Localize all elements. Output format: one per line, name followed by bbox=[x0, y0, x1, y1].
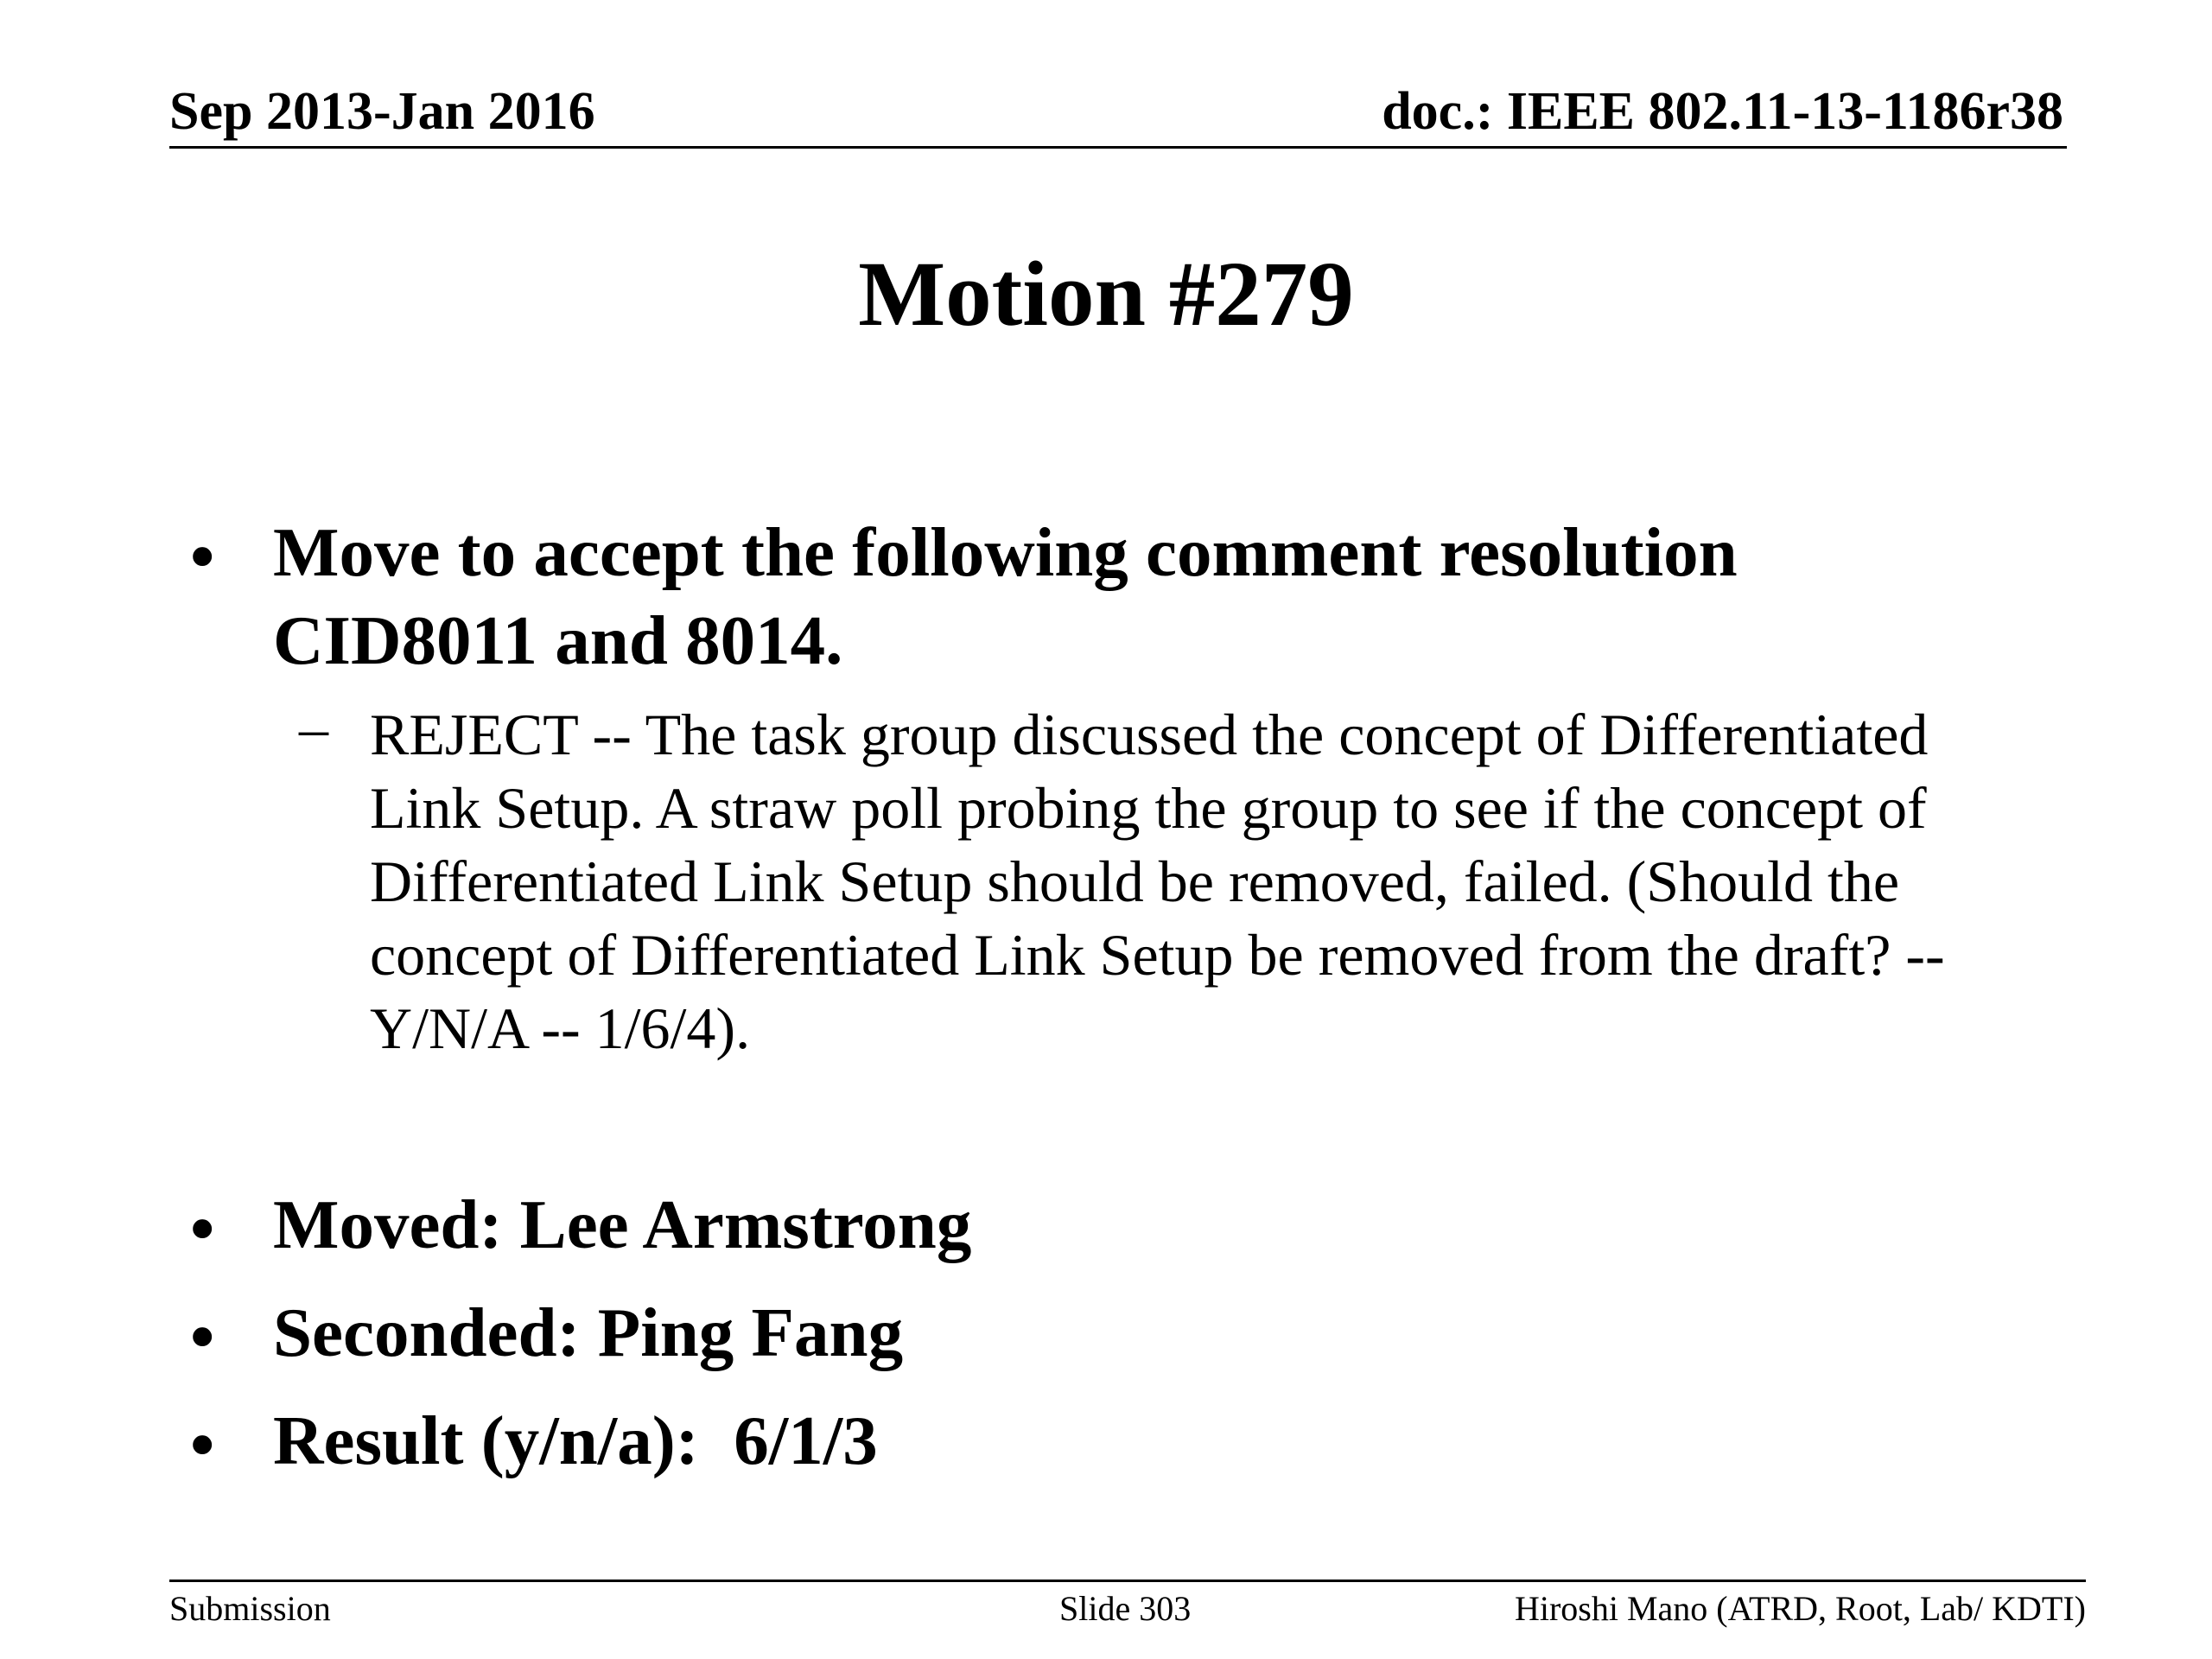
motion-text bbox=[273, 508, 1738, 684]
footer-author: Hiroshi Mano (ATRD, Root, Lab/ KDTI) bbox=[1514, 1589, 2086, 1628]
seconded-by: Seconded: Ping Fang bbox=[273, 1294, 904, 1371]
slide-title: Motion #279 bbox=[858, 244, 1354, 346]
moved-by: Moved: Lee Armstrong bbox=[273, 1185, 972, 1263]
resolution-text bbox=[370, 698, 2063, 1065]
resolution-line: Differentiated Link Setup should be removed, failed. (Should the bbox=[370, 849, 1900, 914]
bullet-dot-icon: • bbox=[190, 1406, 215, 1484]
bullet-dot-icon: • bbox=[190, 518, 215, 595]
resolution-line: Y/N/A -- 1/6/4). bbox=[370, 995, 751, 1061]
header-divider bbox=[169, 146, 2067, 149]
motion-line-1: Move to accept the following comment resolution bbox=[273, 513, 1738, 591]
footer-divider bbox=[169, 1580, 2086, 1582]
dash-icon: – bbox=[299, 695, 328, 760]
resolution-line: REJECT -- The task group discussed the concept of Differentiated bbox=[370, 702, 1929, 767]
bullet-dot-icon: • bbox=[190, 1298, 215, 1376]
bullet-dot-icon: • bbox=[190, 1190, 215, 1268]
vote-result: Result (y/n/a): 6/1/3 bbox=[273, 1402, 878, 1479]
motion-line-2: CID8011 and 8014. bbox=[273, 601, 843, 679]
header-date-range: Sep 2013-Jan 2016 bbox=[169, 82, 595, 141]
resolution-line: concept of Differentiated Link Setup be removed from the draft? -- bbox=[370, 922, 1945, 988]
footer-slide-number: Slide 303 bbox=[1059, 1589, 1192, 1628]
footer-submission: Submission bbox=[169, 1589, 331, 1628]
header-doc-id: doc.: IEEE 802.11-13-1186r38 bbox=[1382, 82, 2063, 141]
resolution-line: Link Setup. A straw poll probing the group to see if the concept of bbox=[370, 775, 1927, 841]
